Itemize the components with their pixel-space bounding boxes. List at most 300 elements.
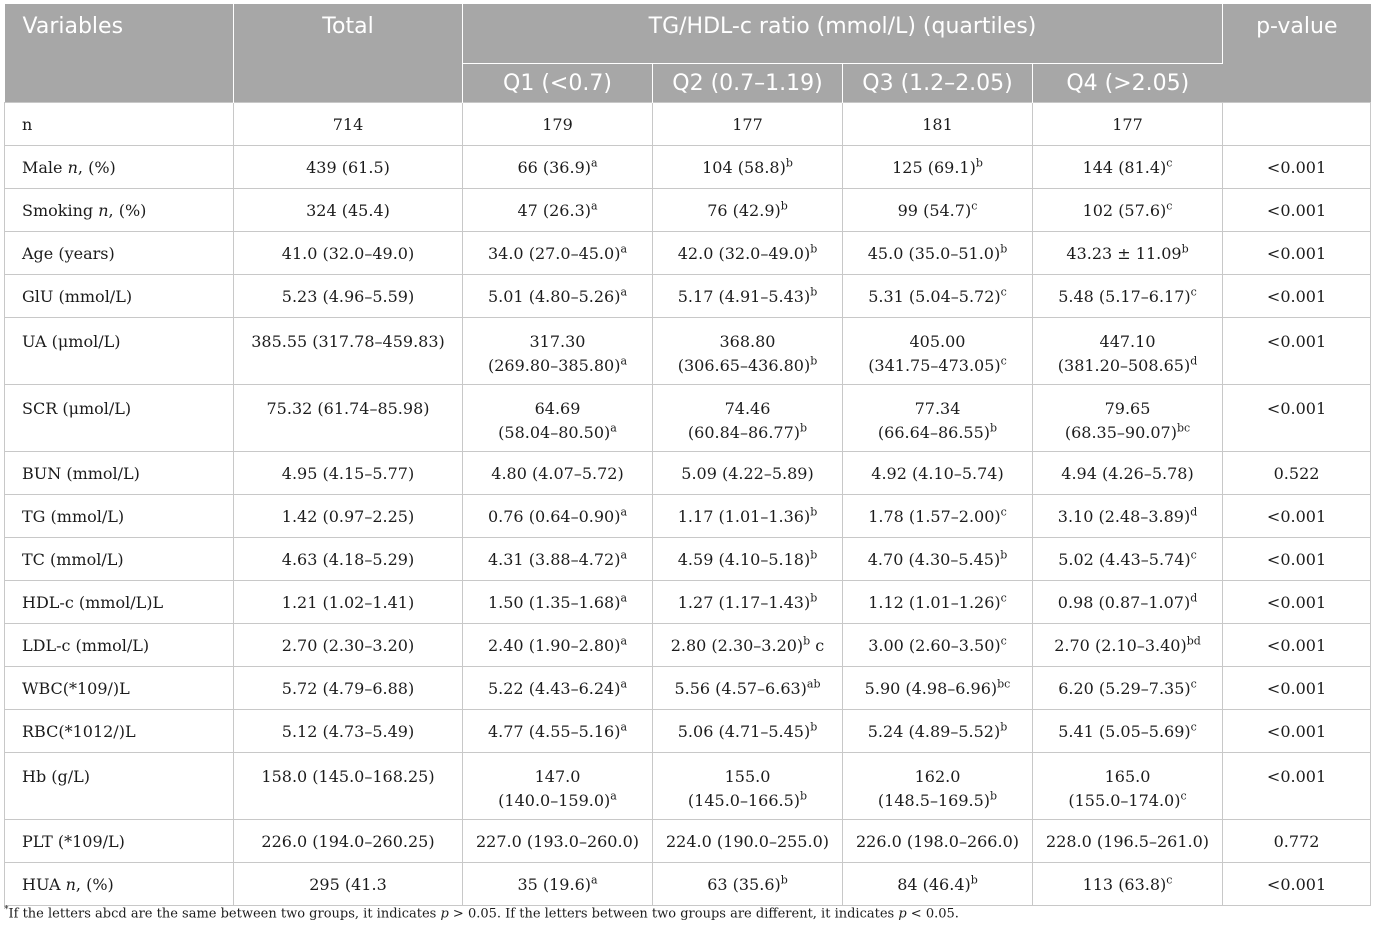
q1-value-line1: 34.0 (27.0–45.0) <box>487 244 621 263</box>
q1-cell <box>463 232 653 275</box>
significance-letter: a <box>620 720 627 734</box>
row-label-rest: , (%) <box>75 875 114 894</box>
significance-letter: b <box>810 548 818 562</box>
q2-cell <box>653 753 843 820</box>
q2-value-line1: 5.09 (4.22–5.89) <box>681 464 814 483</box>
q4-value-line1: 6.20 (5.29–7.35) <box>1058 679 1191 698</box>
q4-value-line1: 113 (63.8) <box>1082 875 1167 894</box>
significance-letter: d <box>1190 505 1198 519</box>
significance-letter: bd <box>1186 634 1201 648</box>
q3-value-line1: 45.0 (35.0–51.0) <box>867 244 1001 263</box>
significance-letter: b <box>1000 720 1008 734</box>
q1-cell <box>463 624 653 667</box>
total-cell <box>234 232 463 275</box>
q1-value-line1: 66 (36.9) <box>517 158 591 177</box>
q1-value-line1: 317.30 <box>529 332 586 351</box>
q4-cell <box>1033 820 1223 863</box>
total-value: 5.23 (4.96–5.59) <box>281 287 415 306</box>
pvalue-cell <box>1223 275 1371 318</box>
total-value: 5.72 (4.79–6.88) <box>281 679 415 698</box>
q3-cell <box>843 624 1033 667</box>
pvalue: <0.001 <box>1266 593 1327 612</box>
q1-cell <box>463 103 653 146</box>
footnote <box>4 905 959 921</box>
total-cell <box>234 385 463 452</box>
significance-letter: a <box>591 156 598 170</box>
q3-cell <box>843 275 1033 318</box>
q3-value-line1: 4.92 (4.10–5.74) <box>871 464 1004 483</box>
total-cell <box>234 452 463 495</box>
total-cell <box>234 146 463 189</box>
significance-letter: c <box>1000 505 1007 519</box>
q1-cell <box>463 581 653 624</box>
q4-cell <box>1033 146 1223 189</box>
row-label-cell <box>5 863 234 906</box>
row-label-cell <box>5 318 234 385</box>
summary-table <box>4 4 1371 906</box>
pvalue-cell <box>1223 452 1371 495</box>
total-cell <box>234 667 463 710</box>
q2-value-line2: (145.0–166.5) <box>687 791 801 810</box>
pvalue: <0.001 <box>1266 507 1327 526</box>
table-row <box>5 753 1371 820</box>
pvalue-cell <box>1223 146 1371 189</box>
significance-letter: ab <box>806 677 821 691</box>
table-row <box>5 667 1371 710</box>
header-total: Total <box>234 4 463 103</box>
q4-value-line2: (68.35–90.07) <box>1064 423 1177 442</box>
pvalue: <0.001 <box>1266 201 1327 220</box>
q2-value-line2: (60.84–86.77) <box>687 423 801 442</box>
q3-value-line1: 125 (69.1) <box>892 158 976 177</box>
header-q4: Q4 (>2.05) <box>1033 64 1223 103</box>
pvalue-cell <box>1223 820 1371 863</box>
q1-value-line1: 147.0 <box>534 767 581 786</box>
pvalue: <0.001 <box>1266 875 1327 894</box>
row-label: TC (mmol/L) <box>22 550 124 569</box>
significance-letter: a <box>620 242 627 256</box>
q4-value-line1: 0.98 (0.87–1.07) <box>1057 593 1191 612</box>
row-label-cell <box>5 581 234 624</box>
q3-value-line1: 77.34 <box>914 399 961 418</box>
row-label-cell <box>5 452 234 495</box>
total-value: 158.0 (145.0–168.25) <box>261 767 435 786</box>
pvalue-cell <box>1223 318 1371 385</box>
total-value: 75.32 (61.74–85.98) <box>266 399 430 418</box>
header-q2: Q2 (0.7–1.19) <box>653 64 843 103</box>
table-row <box>5 624 1371 667</box>
pvalue-cell <box>1223 581 1371 624</box>
significance-letter: a <box>620 591 627 605</box>
total-value: 4.95 (4.15–5.77) <box>281 464 415 483</box>
pvalue: 0.772 <box>1273 832 1320 851</box>
row-label: PLT (*109/L) <box>22 832 125 851</box>
total-value: 226.0 (194.0–260.25) <box>261 832 435 851</box>
q1-cell <box>463 538 653 581</box>
significance-letter: b <box>970 873 978 887</box>
q2-cell <box>653 232 843 275</box>
row-label: UA (μmol/L) <box>22 332 121 351</box>
q1-cell <box>463 753 653 820</box>
significance-letter: b <box>975 156 983 170</box>
significance-letter: c <box>1180 789 1187 803</box>
q1-cell <box>463 189 653 232</box>
pvalue: <0.001 <box>1266 244 1327 263</box>
q1-value-line1: 4.31 (3.88–4.72) <box>487 550 621 569</box>
table-row <box>5 820 1371 863</box>
significance-letter: b <box>1000 242 1008 256</box>
q3-cell <box>843 753 1033 820</box>
table-row <box>5 452 1371 495</box>
q4-value-line1: 5.02 (4.43–5.74) <box>1058 550 1191 569</box>
table-row <box>5 275 1371 318</box>
q1-value-line2: (140.0–159.0) <box>498 791 611 810</box>
q4-value-line1: 165.0 <box>1104 767 1151 786</box>
row-label-cell <box>5 232 234 275</box>
significance-letter: c <box>1190 548 1197 562</box>
pvalue-cell <box>1223 753 1371 820</box>
significance-letter: b <box>810 354 818 368</box>
row-label-cell <box>5 103 234 146</box>
pvalue-cell <box>1223 667 1371 710</box>
q4-value-line2: (381.20–508.65) <box>1057 356 1191 375</box>
pvalue: <0.001 <box>1266 287 1327 306</box>
footnote-text-3: < 0.05. <box>906 906 959 922</box>
row-label-italic: n <box>67 158 78 177</box>
q4-cell <box>1033 318 1223 385</box>
row-label-rest: , (%) <box>108 201 147 220</box>
q3-value-line1: 1.12 (1.01–1.26) <box>868 593 1001 612</box>
q1-value-line1: 35 (19.6) <box>517 875 591 894</box>
table-row <box>5 495 1371 538</box>
q3-value-line1: 5.90 (4.98–6.96) <box>864 679 998 698</box>
significance-letter: c <box>1190 677 1197 691</box>
q3-value-line1: 84 (46.4) <box>897 875 971 894</box>
row-label: n <box>22 115 33 134</box>
q4-cell <box>1033 232 1223 275</box>
total-cell <box>234 103 463 146</box>
q2-cell <box>653 385 843 452</box>
row-label-cell <box>5 710 234 753</box>
significance-letter: b <box>990 421 998 435</box>
q4-value-line2: (155.0–174.0) <box>1068 791 1181 810</box>
total-cell <box>234 538 463 581</box>
footnote-marker: * <box>4 905 9 915</box>
total-cell <box>234 318 463 385</box>
q1-cell <box>463 385 653 452</box>
q3-value-line1: 226.0 (198.0–266.0) <box>856 832 1019 851</box>
q2-value-line1: 155.0 <box>724 767 771 786</box>
significance-letter: b <box>1181 242 1189 256</box>
q2-cell <box>653 820 843 863</box>
q3-cell <box>843 103 1033 146</box>
q4-cell <box>1033 538 1223 581</box>
q2-cell <box>653 581 843 624</box>
q3-value-line1: 5.24 (4.89–5.52) <box>867 722 1001 741</box>
significance-letter: b <box>780 873 788 887</box>
significance-letter: c <box>1000 285 1007 299</box>
q1-cell <box>463 495 653 538</box>
table-row <box>5 863 1371 906</box>
pvalue-cell <box>1223 863 1371 906</box>
q2-cell <box>653 710 843 753</box>
q3-cell <box>843 581 1033 624</box>
q3-cell <box>843 710 1033 753</box>
significance-letter: bc <box>1176 421 1191 435</box>
row-label: Hb (g/L) <box>22 767 91 786</box>
q2-value-line1: 104 (58.8) <box>702 158 786 177</box>
row-label-cell <box>5 538 234 581</box>
q1-value-line2: (269.80–385.80) <box>487 356 621 375</box>
significance-letter: a <box>591 199 598 213</box>
pvalue-cell <box>1223 538 1371 581</box>
header-pvalue: p-value <box>1223 4 1371 103</box>
q3-cell <box>843 385 1033 452</box>
footnote-text-1: If the letters abcd are the same between two groups, it indicates <box>8 906 441 922</box>
total-cell <box>234 863 463 906</box>
q2-cell <box>653 103 843 146</box>
total-cell <box>234 624 463 667</box>
total-cell <box>234 495 463 538</box>
total-value: 5.12 (4.73–5.49) <box>281 722 415 741</box>
significance-letter: a <box>620 285 627 299</box>
pvalue: <0.001 <box>1266 767 1327 786</box>
q4-value-line1: 79.65 <box>1104 399 1151 418</box>
row-label-cell <box>5 667 234 710</box>
row-label: Smoking <box>22 201 99 220</box>
significance-letter: b <box>810 242 818 256</box>
table-row <box>5 581 1371 624</box>
table-row <box>5 710 1371 753</box>
significance-letter: b <box>785 156 793 170</box>
row-label-cell <box>5 624 234 667</box>
q2-value-line1: 177 <box>732 115 763 134</box>
total-value: 324 (45.4) <box>306 201 390 220</box>
q4-value-line1: 2.70 (2.10–3.40) <box>1054 636 1187 655</box>
q2-cell <box>653 275 843 318</box>
q2-value-line1: 5.56 (4.57–6.63) <box>674 679 807 698</box>
q3-cell <box>843 452 1033 495</box>
pvalue-cell <box>1223 495 1371 538</box>
q4-cell <box>1033 581 1223 624</box>
q3-value-line1: 5.31 (5.04–5.72) <box>868 287 1001 306</box>
significance-letter: a <box>610 789 617 803</box>
q2-cell <box>653 146 843 189</box>
row-label-cell <box>5 275 234 318</box>
q1-cell <box>463 863 653 906</box>
q2-value-line1: 42.0 (32.0–49.0) <box>677 244 811 263</box>
row-label: GlU (mmol/L) <box>22 287 133 306</box>
table-row <box>5 318 1371 385</box>
pvalue: <0.001 <box>1266 679 1327 698</box>
q1-cell <box>463 146 653 189</box>
q1-value-line1: 227.0 (193.0–260.0) <box>476 832 639 851</box>
header-q3: Q3 (1.2–2.05) <box>843 64 1033 103</box>
q2-value-line1: 5.17 (4.91–5.43) <box>677 287 811 306</box>
significance-letter: c <box>1166 156 1173 170</box>
significance-letter: c <box>1166 199 1173 213</box>
q1-value-line1: 47 (26.3) <box>517 201 591 220</box>
q3-cell <box>843 232 1033 275</box>
footnote-p-symbol: p <box>440 906 449 922</box>
q1-cell <box>463 667 653 710</box>
q4-cell <box>1033 275 1223 318</box>
total-value: 4.63 (4.18–5.29) <box>281 550 415 569</box>
q1-value-line1: 179 <box>542 115 573 134</box>
pvalue: 0.522 <box>1273 464 1320 483</box>
q2-cell <box>653 624 843 667</box>
total-value: 1.21 (1.02–1.41) <box>281 593 415 612</box>
row-label-cell <box>5 146 234 189</box>
q3-cell <box>843 667 1033 710</box>
pvalue: <0.001 <box>1266 158 1327 177</box>
q1-cell <box>463 710 653 753</box>
q2-cell <box>653 189 843 232</box>
q4-value-line1: 102 (57.6) <box>1082 201 1167 220</box>
q2-value-line1: 224.0 (190.0–255.0) <box>666 832 829 851</box>
q1-cell <box>463 275 653 318</box>
significance-letter: b <box>800 421 808 435</box>
footnote-p-symbol: p <box>898 906 907 922</box>
significance-letter: a <box>620 505 627 519</box>
q2-value-line1: 1.27 (1.17–1.43) <box>677 593 811 612</box>
q2-value-line1: 5.06 (4.71–5.45) <box>677 722 811 741</box>
q3-value-line1: 1.78 (1.57–2.00) <box>868 507 1001 526</box>
pvalue: <0.001 <box>1266 332 1327 351</box>
q3-cell <box>843 189 1033 232</box>
row-label: SCR (μmol/L) <box>22 399 132 418</box>
q3-value-line1: 4.70 (4.30–5.45) <box>867 550 1001 569</box>
significance-letter: a <box>620 548 627 562</box>
header-group-title: TG/HDL-c ratio (mmol/L) (quartiles) <box>463 4 1223 64</box>
q2-cell <box>653 667 843 710</box>
q4-cell <box>1033 753 1223 820</box>
row-label: LDL-c (mmol/L) <box>22 636 150 655</box>
table-row <box>5 189 1371 232</box>
q3-value-line1: 405.00 <box>909 332 966 351</box>
significance-letter: a <box>620 677 627 691</box>
table-row <box>5 232 1371 275</box>
significance-letter: d <box>1190 354 1198 368</box>
table-row <box>5 103 1371 146</box>
row-label-cell <box>5 385 234 452</box>
q1-value-line1: 0.76 (0.64–0.90) <box>487 507 621 526</box>
q4-cell <box>1033 710 1223 753</box>
total-cell <box>234 710 463 753</box>
significance-letter: b <box>810 285 818 299</box>
significance-letter: b <box>810 591 818 605</box>
total-cell <box>234 275 463 318</box>
significance-letter: c <box>1166 873 1173 887</box>
header-variables: Variables <box>5 4 234 103</box>
row-label: Age (years) <box>22 244 115 263</box>
q2-value-suffix: c <box>810 636 825 655</box>
table-row <box>5 538 1371 581</box>
q1-value-line1: 4.80 (4.07–5.72) <box>491 464 624 483</box>
q3-value-line1: 99 (54.7) <box>897 201 972 220</box>
q4-cell <box>1033 452 1223 495</box>
row-label-cell <box>5 753 234 820</box>
total-value: 385.55 (317.78–459.83) <box>251 332 445 351</box>
q2-value-line1: 368.80 <box>719 332 776 351</box>
significance-letter: c <box>1190 720 1197 734</box>
q1-value-line1: 64.69 <box>534 399 581 418</box>
pvalue-cell <box>1223 232 1371 275</box>
total-cell <box>234 820 463 863</box>
header-q1: Q1 (<0.7) <box>463 64 653 103</box>
pvalue: <0.001 <box>1266 636 1327 655</box>
q4-cell <box>1033 624 1223 667</box>
q1-value-line2: (58.04–80.50) <box>498 423 611 442</box>
q3-cell <box>843 863 1033 906</box>
significance-letter: b <box>780 199 788 213</box>
pvalue: <0.001 <box>1266 722 1327 741</box>
q2-cell <box>653 452 843 495</box>
row-label-cell <box>5 189 234 232</box>
q3-cell <box>843 538 1033 581</box>
q3-value-line2: (66.64–86.55) <box>877 423 991 442</box>
total-value: 2.70 (2.30–3.20) <box>281 636 415 655</box>
q2-value-line2: (306.65–436.80) <box>677 356 811 375</box>
total-value: 714 <box>332 115 364 134</box>
significance-letter: a <box>591 873 598 887</box>
pvalue: <0.001 <box>1266 550 1327 569</box>
significance-letter: a <box>620 354 627 368</box>
row-label-cell <box>5 820 234 863</box>
significance-letter: bc <box>997 677 1011 691</box>
q1-cell <box>463 820 653 863</box>
significance-letter: d <box>1190 591 1198 605</box>
significance-letter: b <box>810 720 818 734</box>
pvalue-cell <box>1223 624 1371 667</box>
q3-cell <box>843 318 1033 385</box>
row-label: TG (mmol/L) <box>22 507 125 526</box>
q3-value-line1: 181 <box>922 115 953 134</box>
pvalue-cell <box>1223 385 1371 452</box>
row-label-rest: , (%) <box>77 158 116 177</box>
significance-letter: c <box>1000 591 1007 605</box>
q4-cell <box>1033 385 1223 452</box>
significance-letter: b <box>803 634 811 648</box>
table-row <box>5 146 1371 189</box>
row-label: WBC(*109/)L <box>22 679 130 698</box>
row-label: HUA <box>22 875 66 894</box>
row-label: RBC(*1012/)L <box>22 722 136 741</box>
pvalue-cell <box>1223 103 1371 146</box>
total-cell <box>234 753 463 820</box>
q2-value-line1: 63 (35.6) <box>707 875 781 894</box>
q4-value-line1: 144 (81.4) <box>1082 158 1167 177</box>
significance-letter: a <box>620 634 627 648</box>
footnote-text-2: > 0.05. If the letters between two groups are different, it indicates <box>448 906 899 922</box>
q2-value-line1: 76 (42.9) <box>707 201 781 220</box>
row-label-italic: n <box>98 201 109 220</box>
q4-value-line1: 43.23 ± 11.09 <box>1066 244 1182 263</box>
significance-letter: b <box>810 505 818 519</box>
q2-value-line1: 4.59 (4.10–5.18) <box>677 550 811 569</box>
q4-value-line1: 5.48 (5.17–6.17) <box>1058 287 1191 306</box>
pvalue-cell <box>1223 189 1371 232</box>
significance-letter: b <box>990 789 998 803</box>
q2-cell <box>653 538 843 581</box>
q4-value-line1: 228.0 (196.5–261.0) <box>1046 832 1209 851</box>
significance-letter: c <box>1000 354 1007 368</box>
q2-cell <box>653 495 843 538</box>
significance-letter: b <box>1000 548 1008 562</box>
q1-value-line1: 5.22 (4.43–6.24) <box>487 679 621 698</box>
q3-value-line2: (341.75–473.05) <box>868 356 1001 375</box>
q2-value-line1: 2.80 (2.30–3.20) <box>670 636 804 655</box>
